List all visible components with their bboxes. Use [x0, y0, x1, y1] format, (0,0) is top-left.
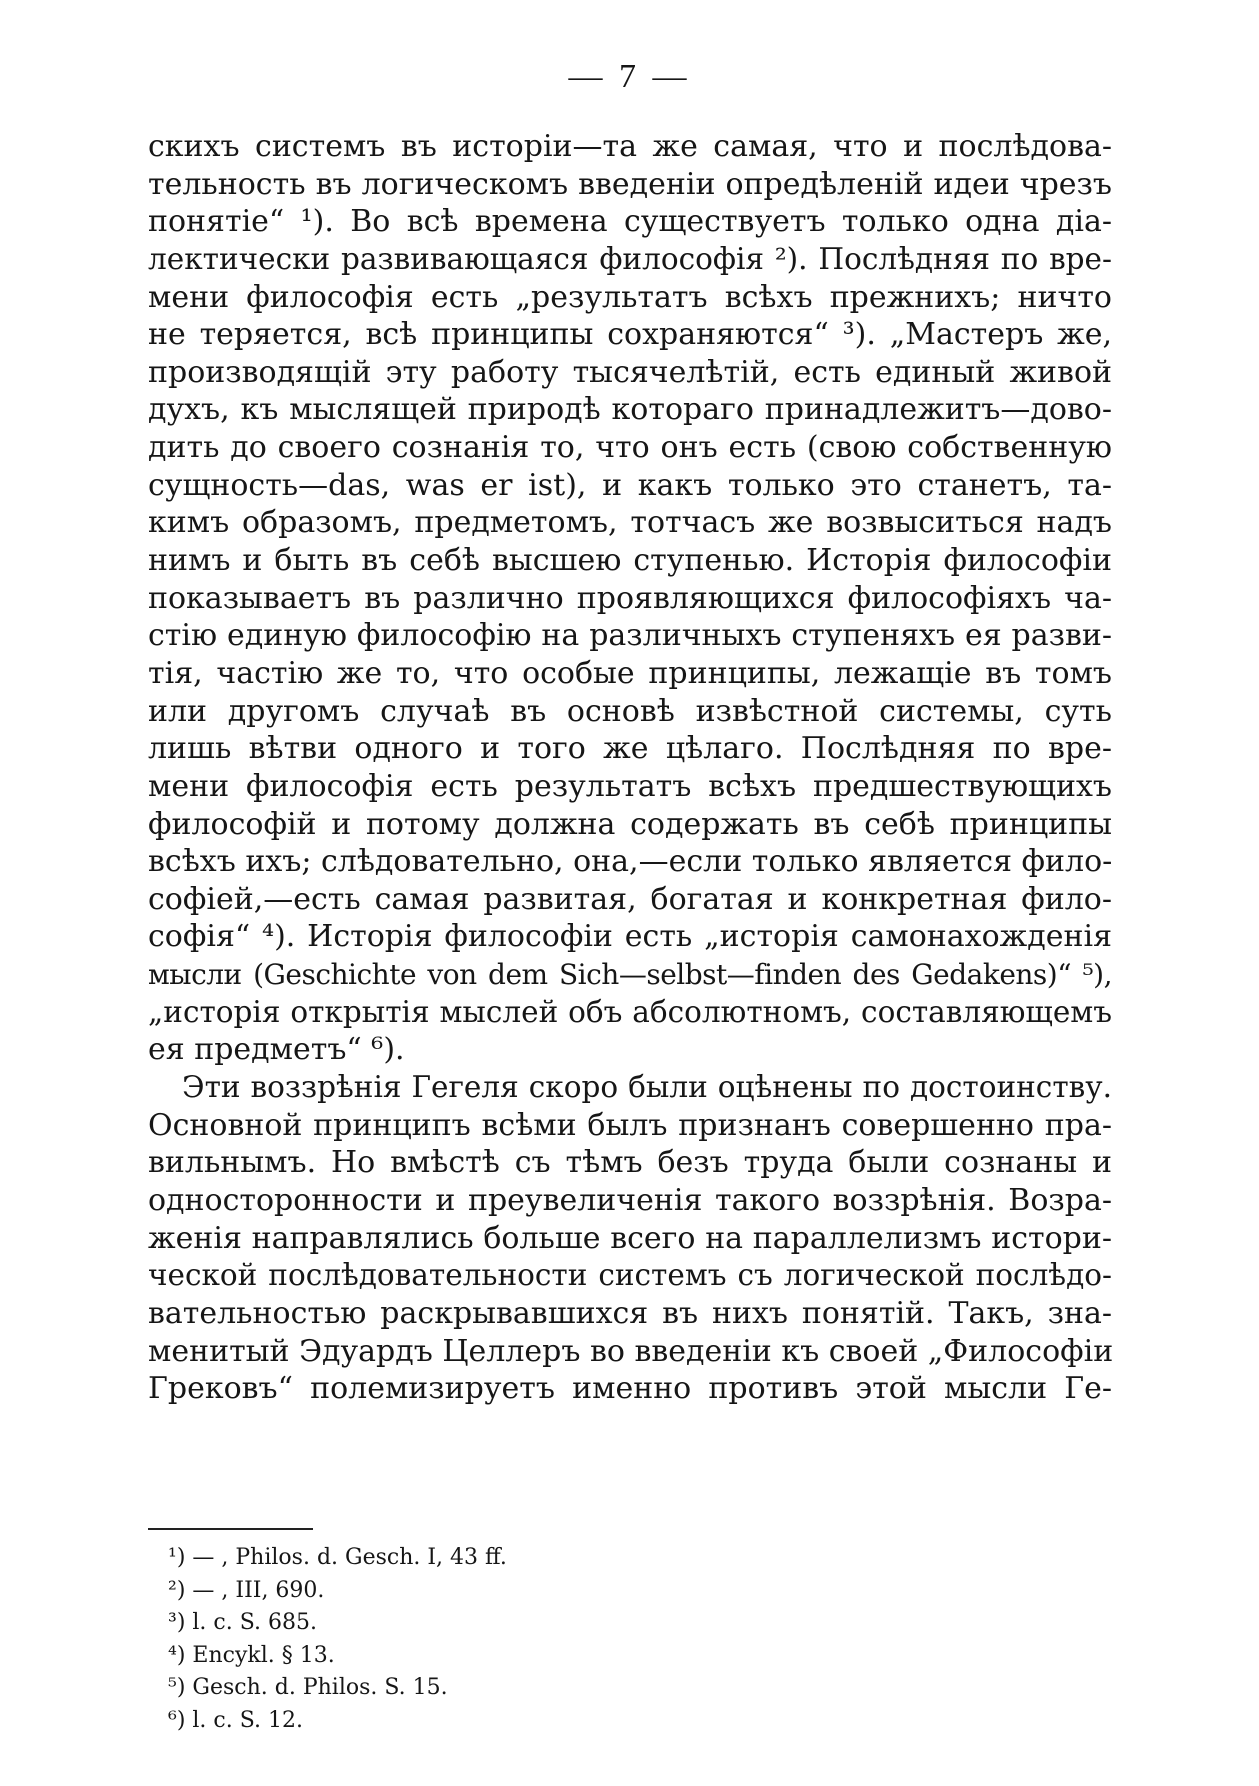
text-line: вательностью раскрывавшихся въ нихъ понятій. Такъ, зна- [148, 1295, 1112, 1331]
text-line: софія“ ⁴). Исторія философіи есть „исторія самонахожденія [148, 919, 1112, 955]
text-line: производящій эту работу тысячелѣтій, есть единый живой [148, 354, 1112, 390]
text-line: лектически развивающаяся философія ²). Послѣдняя по вре- [148, 241, 1112, 276]
text-line: мени философія есть результатъ всѣхъ предшествующихъ [148, 768, 1112, 804]
text-line: мени философія есть „результатъ всѣхъ прежнихъ; ничто [148, 279, 1112, 315]
text-line: Эти воззрѣнія Гегеля скоро были оцѣнены по достоинству. [182, 1070, 1112, 1105]
footnote-divider [148, 1528, 313, 1530]
text-line: лишь вѣтви одного и того же цѣлаго. Послѣдняя по вре- [148, 731, 1112, 767]
text-line: сущность—das, was er ist), и какъ только это станетъ, та- [148, 467, 1112, 503]
page-number: — 7 — [568, 58, 691, 95]
footnotes [168, 1542, 868, 1738]
text-line: менитый Эдуардъ Целлеръ во введеніи къ своей „Философіи [148, 1333, 1114, 1369]
text-line: дить до своего сознанія то, что онъ есть (свою собственную [148, 430, 1112, 466]
text-line: или другомъ случаѣ въ основѣ извѣстной системы, суть [148, 693, 1112, 729]
footnote: ³) l. c. S. 685. [168, 1610, 317, 1636]
footnote: ¹) — , Philos. d. Gesch. I, 43 ff. [168, 1545, 507, 1570]
text-line: философій и потому должна содержать въ себѣ принципы [148, 806, 1112, 842]
text-line: тія, частію же то, что особые принципы, лежащіе въ томъ [148, 655, 1112, 691]
text-line: Грековъ“ полемизируетъ именно противъ этой мысли Ге- [148, 1371, 1112, 1407]
text-line: „исторія открытія мыслей объ абсолютномъ, составляющемъ [148, 994, 1112, 1029]
text-line: показываетъ въ различно проявляющихся философіяхъ ча- [148, 580, 1112, 616]
text-line: нимъ и быть въ себѣ высшею ступенью. Исторія философіи [148, 543, 1112, 579]
text-line: кимъ образомъ, предметомъ, тотчасъ же возвыситься надъ [148, 505, 1112, 541]
footnote: ²) — , III, 690. [168, 1577, 325, 1603]
text-line: скихъ системъ въ исторіи—та же самая, что и послѣдова- [148, 129, 1112, 164]
text-line: стію единую философію на различныхъ ступеняхъ ея разви- [148, 618, 1112, 654]
text-line: софіей,—есть самая развитая, богатая и конкретная фило- [148, 881, 1112, 917]
text-line: вильнымъ. Но вмѣстѣ съ тѣмъ безъ труда были сознаны и [148, 1145, 1112, 1181]
text-line: тельность въ логическомъ введеніи опредѣленій идеи чрезъ [148, 166, 1112, 202]
text-line: не теряется, всѣ принципы сохраняются“ ³). „Мастеръ же, [148, 317, 1112, 353]
text-line: понятіе“ ¹). Во всѣ времена существуетъ только одна діа- [148, 204, 1112, 240]
main-text [148, 128, 1112, 1408]
text-line: мысли (Geschichte von dem Sich—selbst—finden des Gedakens)“ ⁵), [148, 958, 1112, 992]
text-line: Основной принципъ всѣми былъ признанъ совершенно пра- [148, 1107, 1112, 1143]
footnote: ⁶) l. c. S. 12. [168, 1707, 303, 1733]
text-line: духъ, къ мыслящей природѣ котораго принадлежитъ—дово- [148, 392, 1112, 428]
text-line: женія направлялись больше всего на параллелизмъ истори- [148, 1220, 1112, 1256]
footnote: ⁴) Encykl. § 13. [168, 1642, 335, 1668]
text-line: ея предметъ“ ⁶). [148, 1032, 405, 1068]
text-line: ческой послѣдовательности системъ съ логической послѣдо- [148, 1258, 1112, 1293]
text-line: односторонности и преувеличенія такого воззрѣнія. Возра- [148, 1182, 1112, 1218]
text-line: всѣхъ ихъ; слѣдовательно, она,—если только является фило- [148, 844, 1113, 880]
footnote: ⁵) Gesch. d. Philos. S. 15. [168, 1675, 448, 1701]
